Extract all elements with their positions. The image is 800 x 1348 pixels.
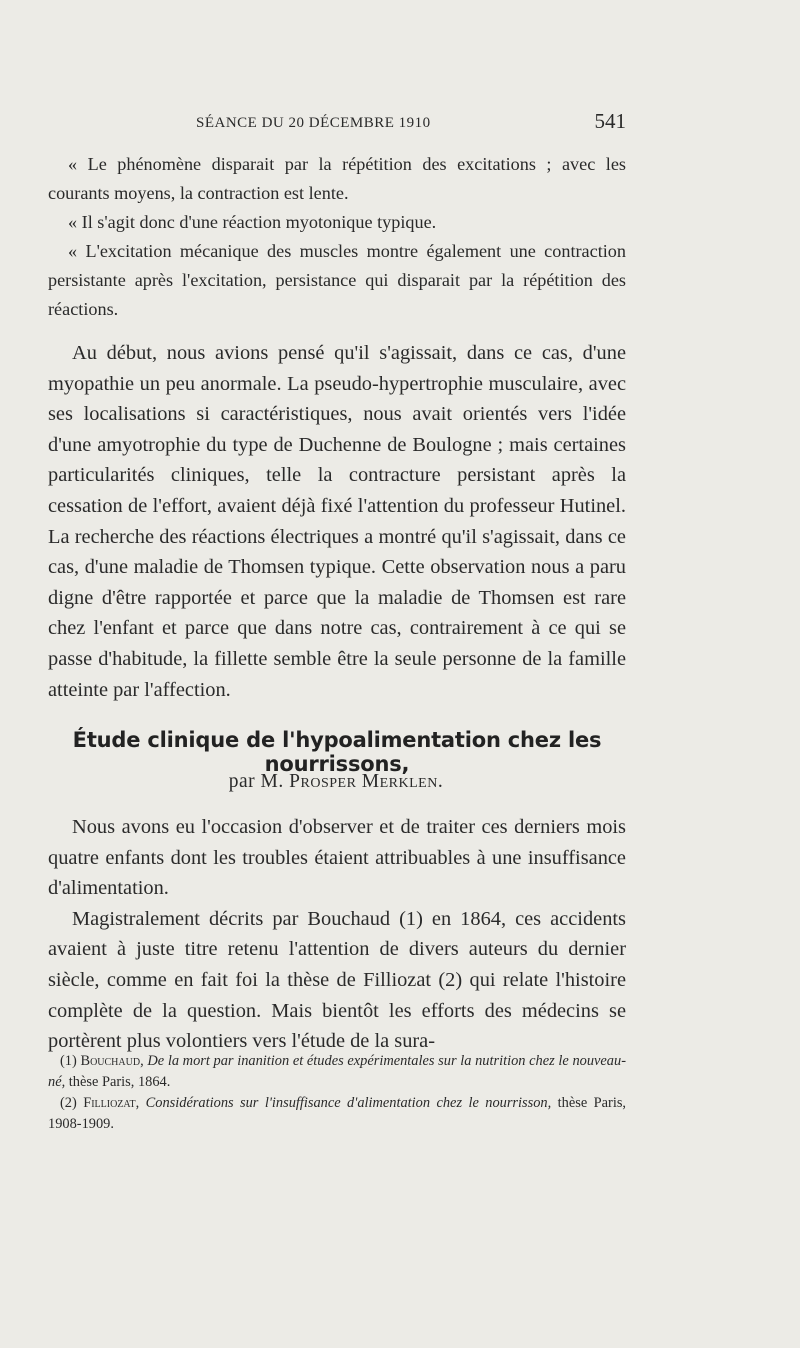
footnote <box>48 1093 626 1135</box>
article-paragraph: Nous avons eu l'occasion d'observer et de traiter ces derniers mois quatre enfants dont les troubles étaient attribuables à une insuffisance d'alimentation. <box>48 816 626 900</box>
footnote-marker: (1) <box>60 1053 77 1069</box>
quoted-report <box>48 150 626 324</box>
quote-paragraph: « Il s'agit donc d'une réaction myotonique typique. <box>68 212 437 232</box>
byline-author: Prosper Merklen. <box>289 771 444 792</box>
running-title: SÉANCE DU 20 DÉCEMBRE 1910 <box>196 115 431 131</box>
footnote-rest: thèse Paris, 1864. <box>68 1074 171 1090</box>
footnote-author: Filliozat, <box>83 1095 140 1111</box>
article-byline <box>0 771 672 793</box>
footnote-title: Considérations sur l'insuffisance d'alimentation chez le nourrisson, <box>145 1095 552 1111</box>
quote-paragraph: « Le phénomène disparait par la répétition des excitations ; avec les courants moyens, la contraction est lente. <box>48 154 626 203</box>
footnote-title: De la mort par inanition et études expérimentales sur la nutrition chez le nouveau-né, <box>48 1053 626 1090</box>
article-body <box>48 812 626 1057</box>
footnote-marker: (2) <box>60 1095 77 1111</box>
footnotes <box>48 1051 626 1135</box>
footnote <box>48 1051 626 1093</box>
footnote-rest: thèse Paris, 1908-1909. <box>48 1095 627 1132</box>
byline-prefix: par M. <box>228 771 284 792</box>
footnote-author: Bouchaud, <box>80 1053 144 1069</box>
case-paragraph: Au début, nous avions pensé qu'il s'agissait, dans ce cas, d'une myopathie un peu anormale. La pseudo-hypertrophie musculaire, avec ses localisations si caractéristiques, nous avait orientés vers l'idée d'une amyotrophie du type de Duchenne de Boulogne ; mais certaines particularités cliniques, telle la contracture persistant après la cessation de l'effort, avaient déjà fixé l'attention du professeur Hutinel. La recherche des réactions électriques a montré qu'il s'agissait, dans ce cas, d'une maladie de Thomsen typique. Cette observation nous a paru digne d'être rapportée et parce que la maladie de Thomsen est rare chez l'enfant et parce que dans notre cas, contrairement à ce qui se passe d'habitude, la fillette semble être la seule personne de la famille atteinte par l'affection. <box>48 342 626 701</box>
article-title: Étude clinique de l'hypoalimentation chez les nourrissons, <box>72 728 602 776</box>
page-number: 541 <box>594 109 626 133</box>
article-paragraph: Magistralement décrits par Bouchaud (1) en 1864, ces accidents avaient à juste titre retenu l'attention de divers auteurs du dernier siècle, comme en fait foi la thèse de Filliozat (2) qui relate l'histoire complète de la question. Mais bientôt les efforts des médecins se portèrent plus volontiers vers l'étude de la sura- <box>48 907 626 1053</box>
quote-paragraph: « L'excitation mécanique des muscles montre également une contraction persistante après l'excitation, persistance qui disparait par la répétition des réactions. <box>48 241 626 319</box>
case-discussion <box>48 338 626 705</box>
